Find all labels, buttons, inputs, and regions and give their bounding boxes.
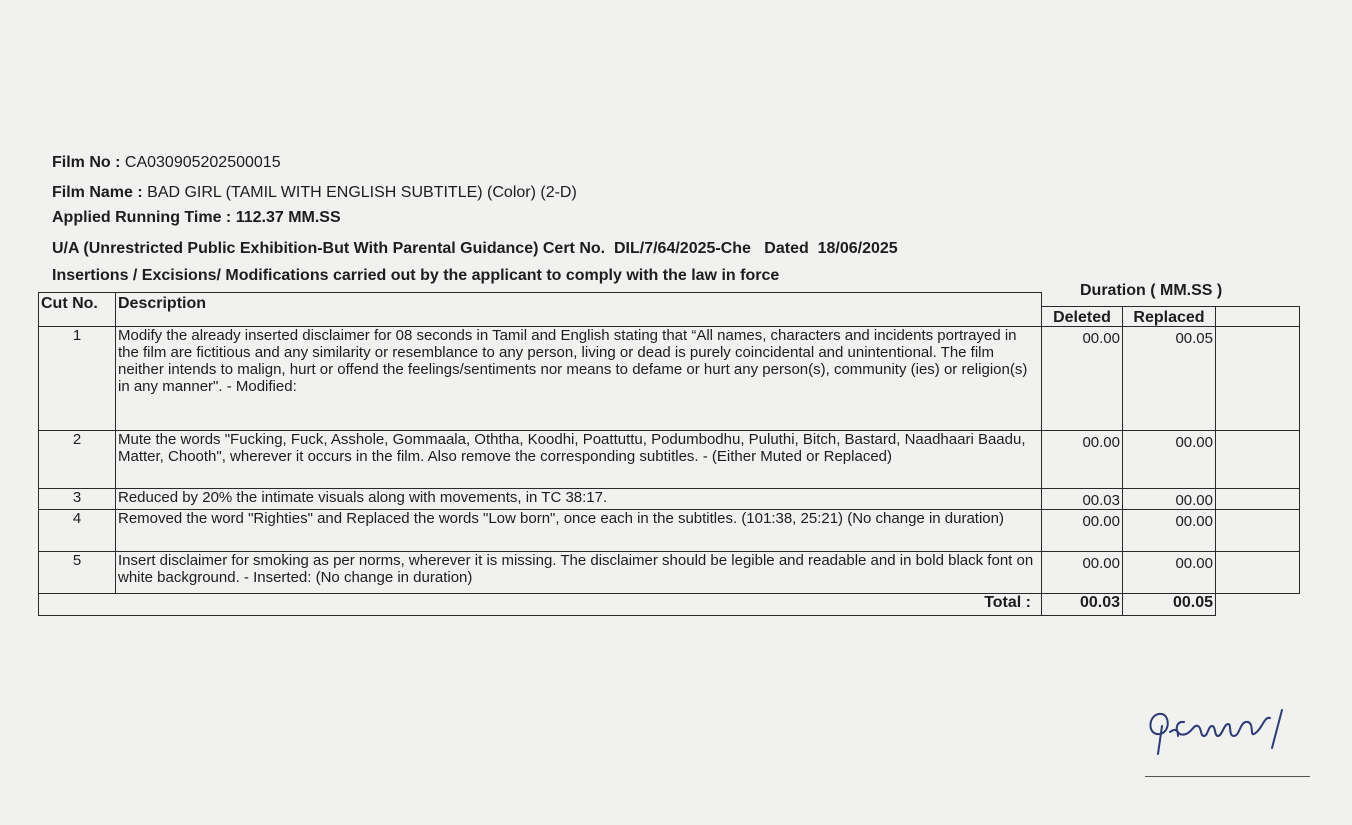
col-description-header: Description — [116, 293, 1042, 327]
row-cut-no: 2 — [39, 431, 116, 489]
row-replaced: 00.00 — [1123, 489, 1216, 510]
table-row — [39, 552, 1300, 594]
cert-number: DIL/7/64/2025-Che — [613, 240, 751, 257]
row-cut-no: 1 — [39, 327, 116, 431]
film-name-value: BAD GIRL (TAMIL WITH ENGLISH SUBTITLE) (Color) (2-D) — [147, 184, 577, 201]
row-deleted: 00.00 — [1042, 552, 1123, 594]
row-description: Modify the already inserted disclaimer for 08 seconds in Tamil and English stating that “All names, characters and incidents portrayed in the film are fictitious and any similarity or resemblance to any person, living or dead is purely coincidental and unintentional. The film neither intends to malign, hurt or offend the feelings/sentiments nor means to defame or hurt any person(s), community (ies) or religion(s) in any manner". - Modified: — [116, 327, 1042, 431]
film-no-label: Film No : — [52, 154, 121, 171]
row-deleted: 00.00 — [1042, 431, 1123, 489]
dated-value: 18/06/2025 — [817, 240, 898, 257]
row-cut-no: 5 — [39, 552, 116, 594]
col-replaced-header: Replaced — [1123, 307, 1216, 327]
runtime-value: 112.37 MM.SS — [235, 209, 341, 226]
runtime-label: Applied Running Time : — [52, 209, 232, 226]
total-blank — [1216, 594, 1300, 616]
row-description: Reduced by 20% the intimate visuals along with movements, in TC 38:17. — [116, 489, 1042, 510]
total-deleted: 00.03 — [1042, 594, 1123, 616]
table-row — [39, 431, 1300, 489]
cuts-table — [38, 292, 1300, 616]
duration-header-gap — [1042, 293, 1300, 307]
row-description: Insert disclaimer for smoking as per norms, wherever it is missing. The disclaimer should be legible and readable and in bold black font on white background. - Inserted: (No change in duration) — [116, 552, 1042, 594]
film-name-label: Film Name : — [52, 184, 143, 201]
film-no-line — [52, 154, 281, 172]
col-blank-header — [1216, 307, 1300, 327]
film-name-line — [52, 184, 577, 202]
insertions-title — [52, 267, 779, 285]
cert-label: U/A (Unrestricted Public Exhibition-But With Parental Guidance) Cert No. — [52, 240, 606, 257]
table-header-row — [39, 293, 1300, 307]
row-replaced: 00.00 — [1123, 431, 1216, 489]
row-replaced: 00.05 — [1123, 327, 1216, 431]
row-deleted: 00.00 — [1042, 510, 1123, 552]
col-deleted-header: Deleted — [1042, 307, 1123, 327]
row-deleted: 00.00 — [1042, 327, 1123, 431]
handwritten-signature-icon — [1140, 692, 1310, 772]
film-no-value: CA030905202500015 — [124, 154, 281, 171]
row-blank — [1216, 552, 1300, 594]
row-cut-no: 3 — [39, 489, 116, 510]
total-label: Total : — [39, 594, 1042, 616]
row-description: Mute the words "Fucking, Fuck, Asshole, Gommaala, Oththa, Koodhi, Poattuttu, Podumbodhu, Puluthi, Bitch, Bastard, Naadhaari Baadu, Matter, Chooth", wherever it occurs in the film. Also remove the corresponding subtitles. - (Either Muted or Replaced) — [116, 431, 1042, 489]
row-deleted: 00.03 — [1042, 489, 1123, 510]
row-blank — [1216, 489, 1300, 510]
row-blank — [1216, 510, 1300, 552]
insertions-title-text: Insertions / Excisions/ Modifications carried out by the applicant to comply with the law in force — [52, 267, 780, 284]
dated-label: Dated — [764, 240, 809, 257]
signature-line — [1145, 776, 1310, 777]
table-row — [39, 327, 1300, 431]
col-cut-no-header: Cut No. — [39, 293, 116, 327]
runtime-line — [52, 209, 341, 227]
table-row — [39, 489, 1300, 510]
certificate-line — [52, 240, 898, 258]
row-description: Removed the word "Righties" and Replaced the words "Low born", once each in the subtitles. (101:38, 25:21) (No change in duration) — [116, 510, 1042, 552]
row-replaced: 00.00 — [1123, 510, 1216, 552]
duration-label: Duration ( MM.SS ) — [1080, 282, 1223, 299]
row-blank — [1216, 327, 1300, 431]
table-row — [39, 510, 1300, 552]
row-blank — [1216, 431, 1300, 489]
row-replaced: 00.00 — [1123, 552, 1216, 594]
row-cut-no: 4 — [39, 510, 116, 552]
total-row — [39, 594, 1300, 616]
total-replaced: 00.05 — [1123, 594, 1216, 616]
